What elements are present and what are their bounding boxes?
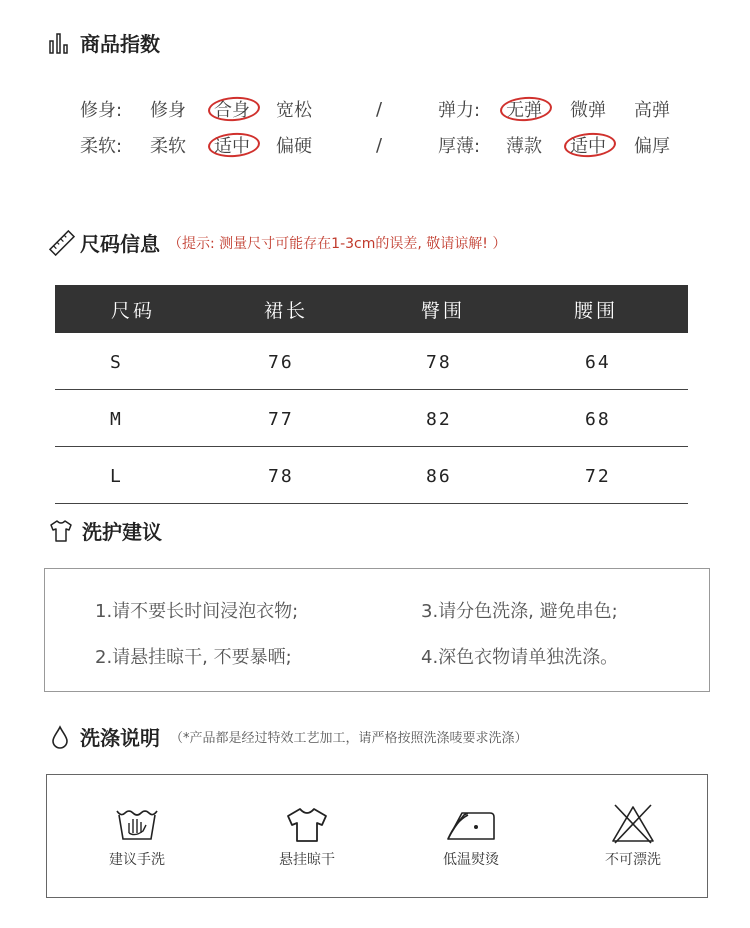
attr-option-stretch-2: 高弹 <box>634 100 670 121</box>
attr-option-fit-1: 合身 <box>214 100 250 121</box>
attr-option-stretch-0: 无弹 <box>506 100 542 121</box>
cell-size: L <box>110 466 123 487</box>
cell-length: 77 <box>268 409 294 430</box>
attr-option-stretch-1: 微弹 <box>570 100 606 121</box>
care-tip-4: 4.深色衣物请单独洗涤。 <box>421 647 619 668</box>
care-title: 洗护建议 <box>82 520 162 544</box>
wash-label-hand: 建议手洗 <box>109 852 165 868</box>
hand-wash-icon <box>113 805 161 845</box>
wash-section-title <box>48 722 528 751</box>
table-row <box>55 393 688 447</box>
care-tip-1: 1.请不要长时间浸泡衣物; <box>95 601 299 622</box>
attr-label-fit: 修身: <box>80 100 123 121</box>
index-title: 商品指数 <box>80 32 160 56</box>
attr-option-thick-1: 适中 <box>570 136 606 157</box>
no-bleach-icon <box>609 801 657 845</box>
size-section-title <box>48 228 506 257</box>
wash-label-hang: 悬挂晾干 <box>279 852 335 868</box>
wash-note: （*产品都是经过特效工艺加工，请严格按照洗涤唛要求洗涤） <box>170 731 528 746</box>
index-section-title <box>48 28 160 57</box>
attr-label-stretch: 弹力: <box>438 100 481 121</box>
cell-waist: 68 <box>585 409 611 430</box>
water-drop-icon <box>48 724 72 750</box>
attr-option-fit-0: 修身 <box>150 100 186 121</box>
wash-label-iron: 低温熨烫 <box>443 852 499 868</box>
attr-option-thick-2: 偏厚 <box>634 136 670 157</box>
care-section-title <box>48 516 162 545</box>
cell-size: S <box>110 352 123 373</box>
cell-length: 76 <box>268 352 294 373</box>
cell-size: M <box>110 409 123 430</box>
attr-row-1 <box>0 94 750 124</box>
care-tips-box <box>44 568 710 692</box>
cell-hip: 78 <box>426 352 452 373</box>
wash-icons-box <box>46 774 708 898</box>
attr-option-soft-0: 柔软 <box>150 136 186 157</box>
attr-option-soft-2: 偏硬 <box>276 136 312 157</box>
attr-option-soft-1: 适中 <box>214 136 250 157</box>
attr-divider: / <box>376 98 383 120</box>
size-header-hip: 臀围 <box>421 299 466 322</box>
size-table <box>55 285 688 504</box>
table-row <box>55 450 688 504</box>
wash-item-iron <box>411 805 531 869</box>
wash-title: 洗涤说明 <box>80 726 160 750</box>
wash-item-hang <box>247 805 367 869</box>
wash-item-hand <box>77 805 197 869</box>
size-table-header <box>55 285 688 333</box>
size-header-size: 尺码 <box>111 299 156 322</box>
cell-waist: 72 <box>585 466 611 487</box>
hang-dry-icon <box>283 805 331 845</box>
cell-length: 78 <box>268 466 294 487</box>
attr-label-softness: 柔软: <box>80 136 123 157</box>
low-iron-icon <box>444 805 498 845</box>
attr-option-fit-2: 宽松 <box>276 100 312 121</box>
cell-waist: 64 <box>585 352 611 373</box>
attr-label-thickness: 厚薄: <box>438 136 481 157</box>
table-row <box>55 336 688 390</box>
cell-hip: 86 <box>426 466 452 487</box>
size-note: （提示: 测量尺寸可能存在1-3cm的误差, 敬请谅解! ） <box>168 235 507 252</box>
care-tip-2: 2.请悬挂晾干, 不要暴晒; <box>95 647 292 668</box>
wash-item-bleach <box>573 801 693 869</box>
cell-hip: 82 <box>426 409 452 430</box>
size-header-length: 裙长 <box>264 299 309 322</box>
tshirt-icon <box>48 518 74 544</box>
size-title: 尺码信息 <box>80 232 160 256</box>
ruler-icon <box>48 229 76 257</box>
attr-option-thick-0: 薄款 <box>506 136 542 157</box>
size-header-waist: 腰围 <box>574 299 619 322</box>
attr-row-2 <box>0 130 750 160</box>
wash-label-bleach: 不可漂洗 <box>605 852 661 868</box>
bar-chart-icon <box>48 31 72 55</box>
attr-divider-2: / <box>376 134 383 156</box>
care-tip-3: 3.请分色洗涤, 避免串色; <box>421 601 618 622</box>
